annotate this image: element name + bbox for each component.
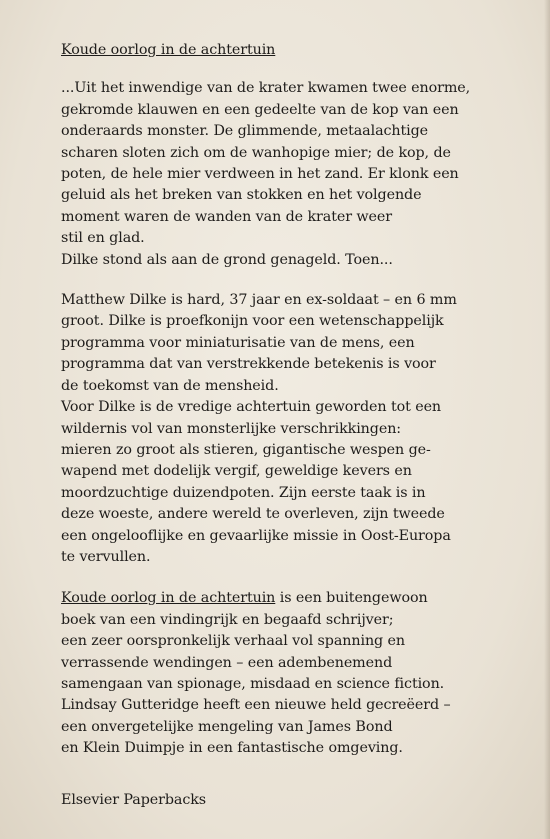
synopsis-line: te vervullen.	[61, 548, 151, 565]
review-line: verrassende wendingen – een adembenemend	[61, 654, 393, 671]
excerpt-line: geluid als het breken van stokken en het volgende	[61, 187, 422, 204]
synopsis-line: een ongelooflijke en gevaarlijke missie in Oost-Europa	[61, 527, 451, 544]
synopsis-line: groot. Dilke is proefkonijn voor een wetenschappelijk	[61, 313, 444, 330]
synopsis-line: moordzuchtige duizendpoten. Zijn eerste taak is in	[61, 484, 426, 501]
excerpt-line: gekromde klauwen en een gedeelte van de kop van een	[61, 101, 459, 118]
synopsis-line: Matthew Dilke is hard, 37 jaar en ex-soldaat – en 6 mm	[61, 292, 457, 309]
review-line: een onvergetelijke mengeling van James Bond	[61, 718, 393, 735]
synopsis-line: de toekomst van de mensheid.	[61, 377, 279, 394]
review-paragraph	[61, 588, 531, 759]
excerpt-line: onderaards monster. De glimmende, metaalachtige	[61, 123, 429, 140]
book-title: Koude oorlog in de achtertuin	[61, 42, 276, 58]
synopsis-line: programma dat van verstrekkende betekenis is voor	[61, 356, 436, 373]
back-cover-text	[61, 40, 531, 811]
synopsis-line: wildernis vol van monsterlijke verschrikkingen:	[61, 420, 402, 437]
excerpt-line: moment waren de wanden van de krater weer	[61, 208, 392, 225]
review-line: een zeer oorspronkelijk verhaal vol spanning en	[61, 633, 406, 650]
synopsis-line: mieren zo groot als stieren, gigantische wespen ge-	[61, 441, 431, 458]
synopsis-line: Voor Dilke is de vredige achtertuin geworden tot een	[61, 399, 442, 416]
publisher-name: Elsevier Paperbacks	[61, 791, 207, 808]
synopsis-line: wapend met dodelijk vergif, geweldige kevers en	[61, 463, 412, 480]
review-line: samengaan van spionage, misdaad en science fiction.	[61, 675, 445, 692]
review-book-title: Koude oorlog in de achtertuin	[61, 590, 276, 607]
synopsis-paragraph	[61, 290, 531, 568]
review-first-line-rest: is een buitengewoon	[275, 590, 428, 607]
excerpt-line: stil en glad.	[61, 230, 145, 247]
synopsis-line: programma voor miniaturisatie van de mens, een	[61, 334, 415, 351]
review-first-line	[61, 588, 531, 609]
page-edge-shadow	[544, 0, 550, 839]
synopsis-line: deze woeste, andere wereld te overleven, zijn tweede	[61, 506, 445, 523]
excerpt-line: ...Uit het inwendige van de krater kwamen twee enorme,	[61, 80, 471, 97]
excerpt-line: scharen sloten zich om de wanhopige mier; de kop, de	[61, 144, 451, 161]
review-line: Lindsay Gutteridge heeft een nieuwe held gecreëerd –	[61, 697, 451, 714]
review-line: en Klein Duimpje in een fantastische omgeving.	[61, 740, 403, 757]
review-line: boek van een vindingrijk en begaafd schrijver;	[61, 611, 394, 628]
excerpt-line: Dilke stond als aan de grond genageld. Toen...	[61, 251, 393, 268]
excerpt-line: poten, de hele mier verdween in het zand. Er klonk een	[61, 166, 459, 183]
excerpt-paragraph	[61, 78, 531, 271]
